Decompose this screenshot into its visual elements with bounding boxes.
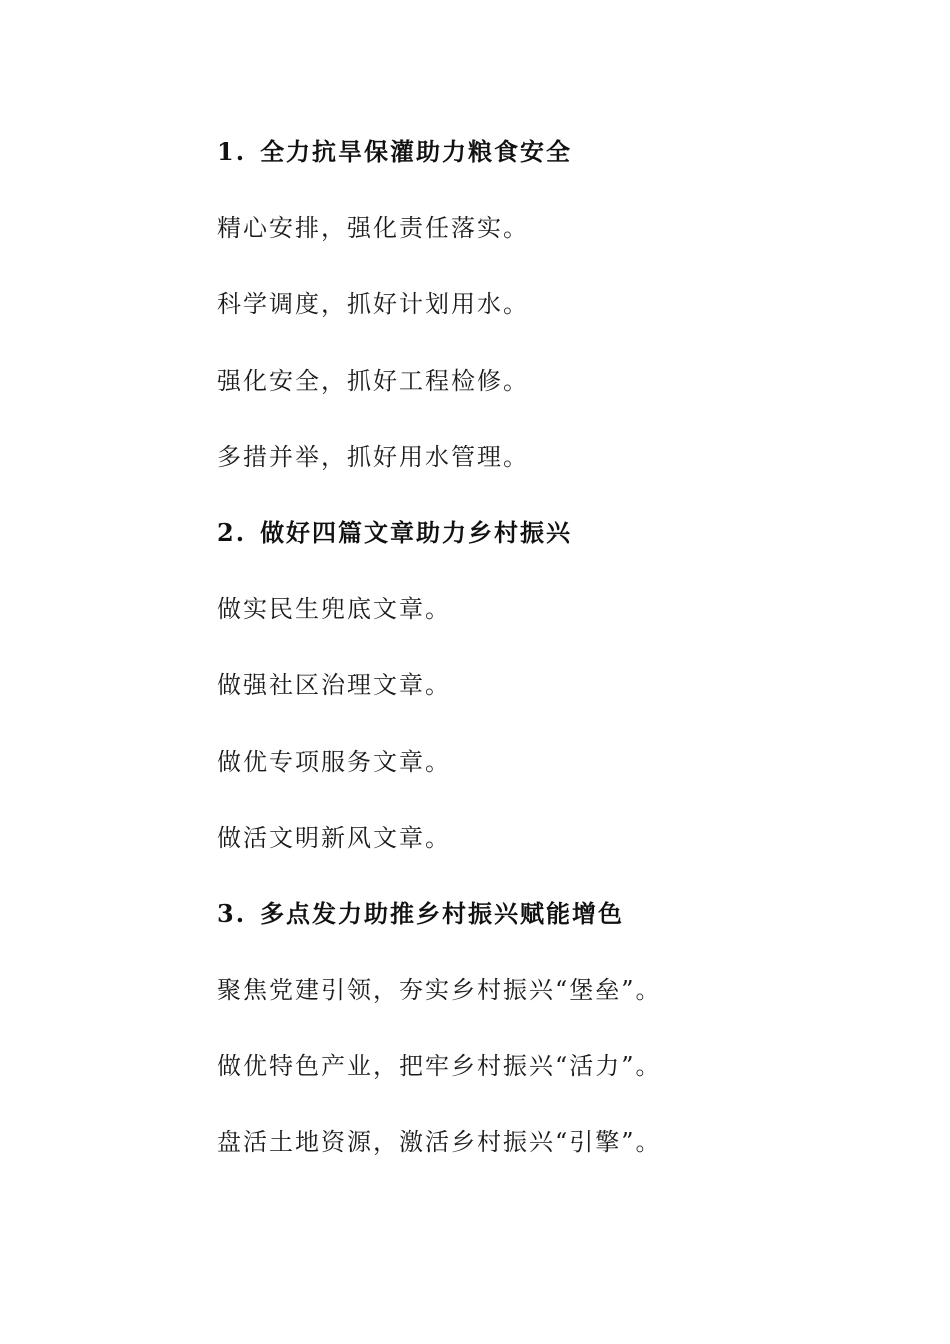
list-item: 做强社区治理文章。 [217, 671, 451, 700]
section-heading-3 [217, 892, 897, 968]
section-heading-1 [217, 130, 897, 206]
section-title: 全力抗旱保灌助力粮食安全 [260, 138, 573, 166]
section-number: 3. [217, 898, 247, 928]
section-number: 1. [217, 137, 247, 166]
list-item: 精心安排，强化责任落实。 [217, 214, 529, 243]
list-item: 聚焦党建引领，夯实乡村振兴“堡垒”。 [217, 976, 662, 1005]
list-item: 盘活土地资源，激活乡村振兴“引擎”。 [217, 1128, 662, 1157]
section-title: 多点发力助推乡村振兴赋能增色 [260, 899, 625, 928]
section-number: 2. [217, 517, 247, 547]
section-title: 做好四篇文章助力乡村振兴 [260, 518, 573, 547]
list-item: 做优专项服务文章。 [217, 747, 451, 776]
list-item: 科学调度，抓好计划用水。 [217, 290, 529, 319]
list-item: 做活文明新风文章。 [217, 823, 451, 852]
section-heading-2 [217, 511, 897, 587]
list-item: 多措并举，抓好用水管理。 [217, 442, 529, 471]
document-body [217, 130, 897, 1197]
list-item: 做实民生兜底文章。 [217, 595, 451, 624]
list-item: 做优特色产业，把牢乡村振兴“活力”。 [217, 1052, 662, 1081]
list-item: 强化安全，抓好工程检修。 [217, 366, 529, 395]
